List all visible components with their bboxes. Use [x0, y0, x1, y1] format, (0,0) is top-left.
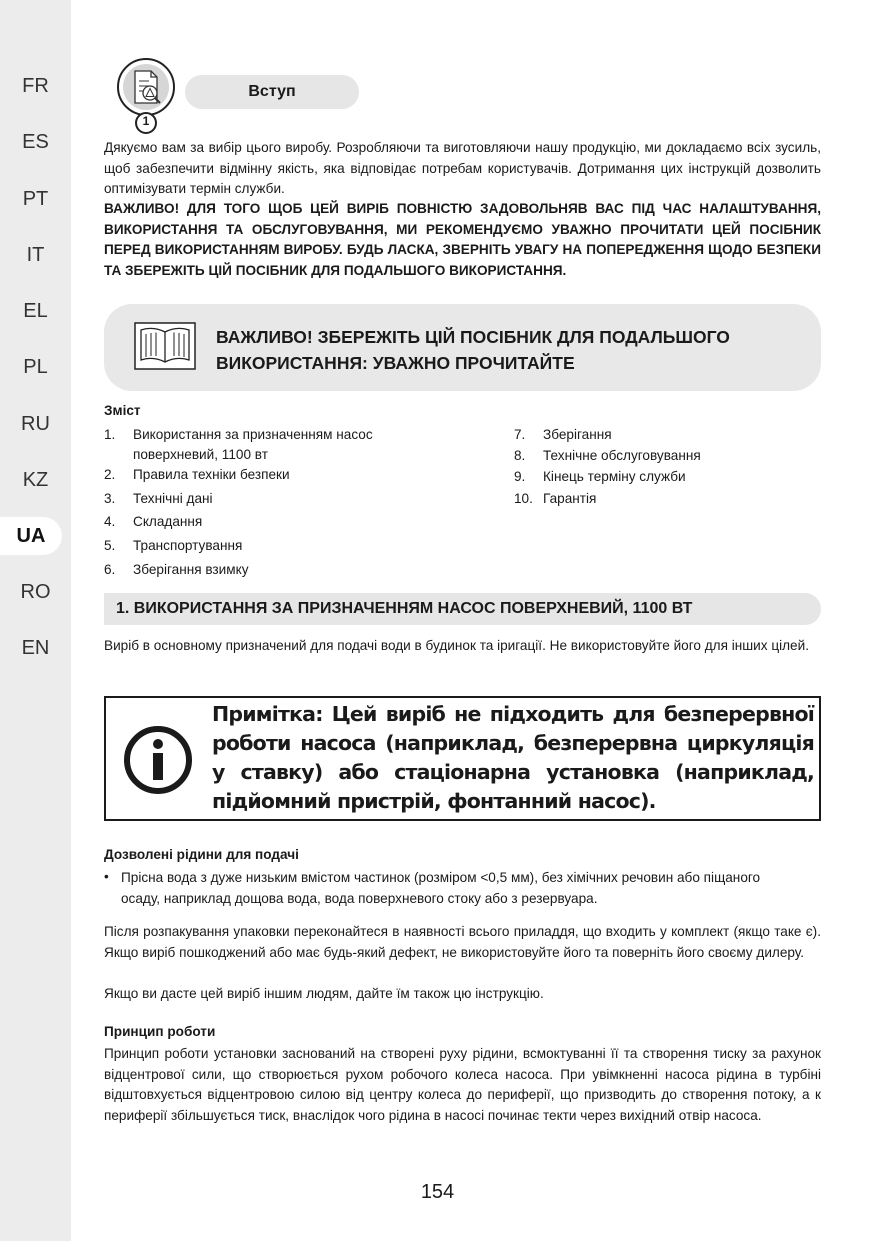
toc-item-number: 2. [104, 467, 116, 482]
notice-line-2: ВИКОРИСТАННЯ: УВАЖНО ПРОЧИТАЙТЕ [216, 353, 575, 373]
bullet-dot-icon: • [104, 869, 109, 884]
note-box [104, 696, 821, 821]
toc-item-label: Зберігання [543, 427, 612, 442]
step-number: 1 [142, 114, 150, 128]
section-heading-bar [104, 593, 821, 625]
toc-item-label: Кінець терміну служби [543, 469, 686, 484]
lang-tab-pt[interactable]: PT [22, 188, 49, 210]
toc-title: Зміст [104, 403, 141, 418]
toc-item-label: Транспортування [133, 538, 243, 553]
toc-item-number: 10. [514, 491, 533, 506]
note-text: Примітка: Цей виріб не підходить для безперервної роботи насоса (наприклад, безперервна циркуляція у ставку) або стаціонарна установка (наприклад, підйомний пристрій, фонтанний насос). [212, 702, 814, 813]
principle-paragraph: Принцип роботи установки заснований на створені руху рідини, всмоктуванні її та створення тиску за рахунок відцентрової сили, що створюється рухом робочого колеса насоса. При увімкненні насоса рідина в турбіні відштовхується відцентровою силою від центру колеса до периферії, що призводить до створення потоку, а к периферії збільшується тиск, внаслідок чого рідина в насосі починає текти через вихідний отвір насоса. [104, 1046, 821, 1123]
lang-tab-fr[interactable]: FR [22, 75, 49, 97]
toc-item-number: 8. [514, 448, 526, 463]
section-title: 1. ВИКОРИСТАННЯ ЗА ПРИЗНАЧЕННЯМ НАСОС ПОВЕРХНЕВИЙ, 1100 ВТ [116, 600, 693, 617]
read-manual-notice [104, 304, 821, 391]
principle-title: Принцип роботи [104, 1024, 216, 1039]
lang-tab-ua-active[interactable]: UA [0, 517, 62, 555]
notice-text [216, 324, 796, 376]
toc-item-number: 1. [104, 427, 116, 442]
toc-item-label: Технічне обслуговування [543, 448, 701, 463]
toc-item-label: Зберігання взимку [133, 562, 249, 577]
info-icon [122, 724, 194, 796]
toc-item-number: 4. [104, 514, 116, 529]
page-number: 154 [420, 1181, 455, 1203]
toc-item-number: 3. [104, 491, 116, 506]
toc-item-number: 9. [514, 469, 526, 484]
notice-line-1: ВАЖЛИВО! ЗБЕРЕЖІТЬ ЦІЙ ПОСІБНИК ДЛЯ ПОДАЛЬШОГО [216, 327, 730, 347]
toc-item-label: Складання [133, 514, 203, 529]
toc-item-label: Гарантія [543, 491, 597, 506]
lang-tab-ru[interactable]: RU [21, 413, 50, 435]
liquids-bullet: Прісна вода з дуже низьким вмістом частинок (розміром <0,5 мм), без хімічних речовин або піщаного осаду, наприклад дощова вода, вода поверхневого стоку або з резервуара. [121, 870, 761, 906]
give-others-paragraph: Якщо ви дасте цей виріб іншим людям, дайте їм також цю інструкцію. [104, 986, 544, 1001]
purpose-paragraph: Виріб в основному призначений для подачі води в будинок та іригації. Не використовуйте його для інших цілей. [104, 638, 809, 653]
thanks-paragraph: Дякуємо вам за вибір цього виробу. Розробляючи та виготовляючи нашу продукцію, ми докладаємо всіх зусиль, щоб забезпечити відмінну якість, яка відповідає потребам користувачів. Дотримання цих інструкцій дозволить оптимізувати термін служби. [104, 140, 821, 196]
toc-item-label: Технічні дані [133, 491, 213, 506]
lang-tab-kz[interactable]: KZ [22, 469, 49, 491]
toc-item-label: Правила техніки безпеки [133, 467, 290, 482]
language-sidebar [0, 0, 71, 1241]
toc-item-number: 6. [104, 562, 116, 577]
lang-tab-pl[interactable]: PL [23, 356, 48, 378]
liquids-title: Дозволені рідини для подачі [104, 847, 299, 862]
lang-tab-es[interactable]: ES [22, 131, 49, 153]
unpack-paragraph: Після розпакування упаковки переконайтеся в наявності всього приладдя, що входить у комплект (якщо таке є). Якщо виріб пошкоджений або має будь-який дефект, не використовуйте його та поверніть його своєму дилеру. [104, 924, 821, 960]
lang-tab-ro[interactable]: RO [20, 581, 51, 603]
toc-item-number: 5. [104, 538, 116, 553]
lang-tab-en[interactable]: EN [21, 637, 50, 659]
open-book-icon [134, 322, 196, 370]
lang-tab-el[interactable]: EL [23, 300, 48, 322]
intro-heading: Вступ [185, 75, 359, 109]
important-paragraph: ВАЖЛИВО! ДЛЯ ТОГО ЩОБ ЦЕЙ ВИРІБ ПОВНІСТЮ ЗАДОВОЛЬНЯВ ВАС ПІД ЧАС НАЛАШТУВАННЯ, ВИКОРИСТАННЯ ТА ОБСЛУГОВУВАННЯ, МИ РЕКОМЕНДУЄМО УВАЖНО ПРОЧИТАТИ ЦЕЙ ПОСІБНИК ПЕРЕД ВИКОРИСТАННЯМ ВИРОБУ. БУДЬ ЛАСКА, ЗВЕРНІТЬ УВАГУ НА ПОПЕРЕДЖЕННЯ ЩОДО БЕЗПЕКИ ТА ЗБЕРЕЖІТЬ ЦІЙ ПОСІБНИК ДЛЯ ПОДАЛЬШОГО ВИКОРИСТАННЯ. [104, 201, 821, 278]
lang-tab-it[interactable]: IT [26, 244, 45, 266]
toc-item-number: 7. [514, 427, 526, 442]
toc-item-label: Використання за призначенням насос поверхневий, 1100 вт [133, 427, 373, 462]
